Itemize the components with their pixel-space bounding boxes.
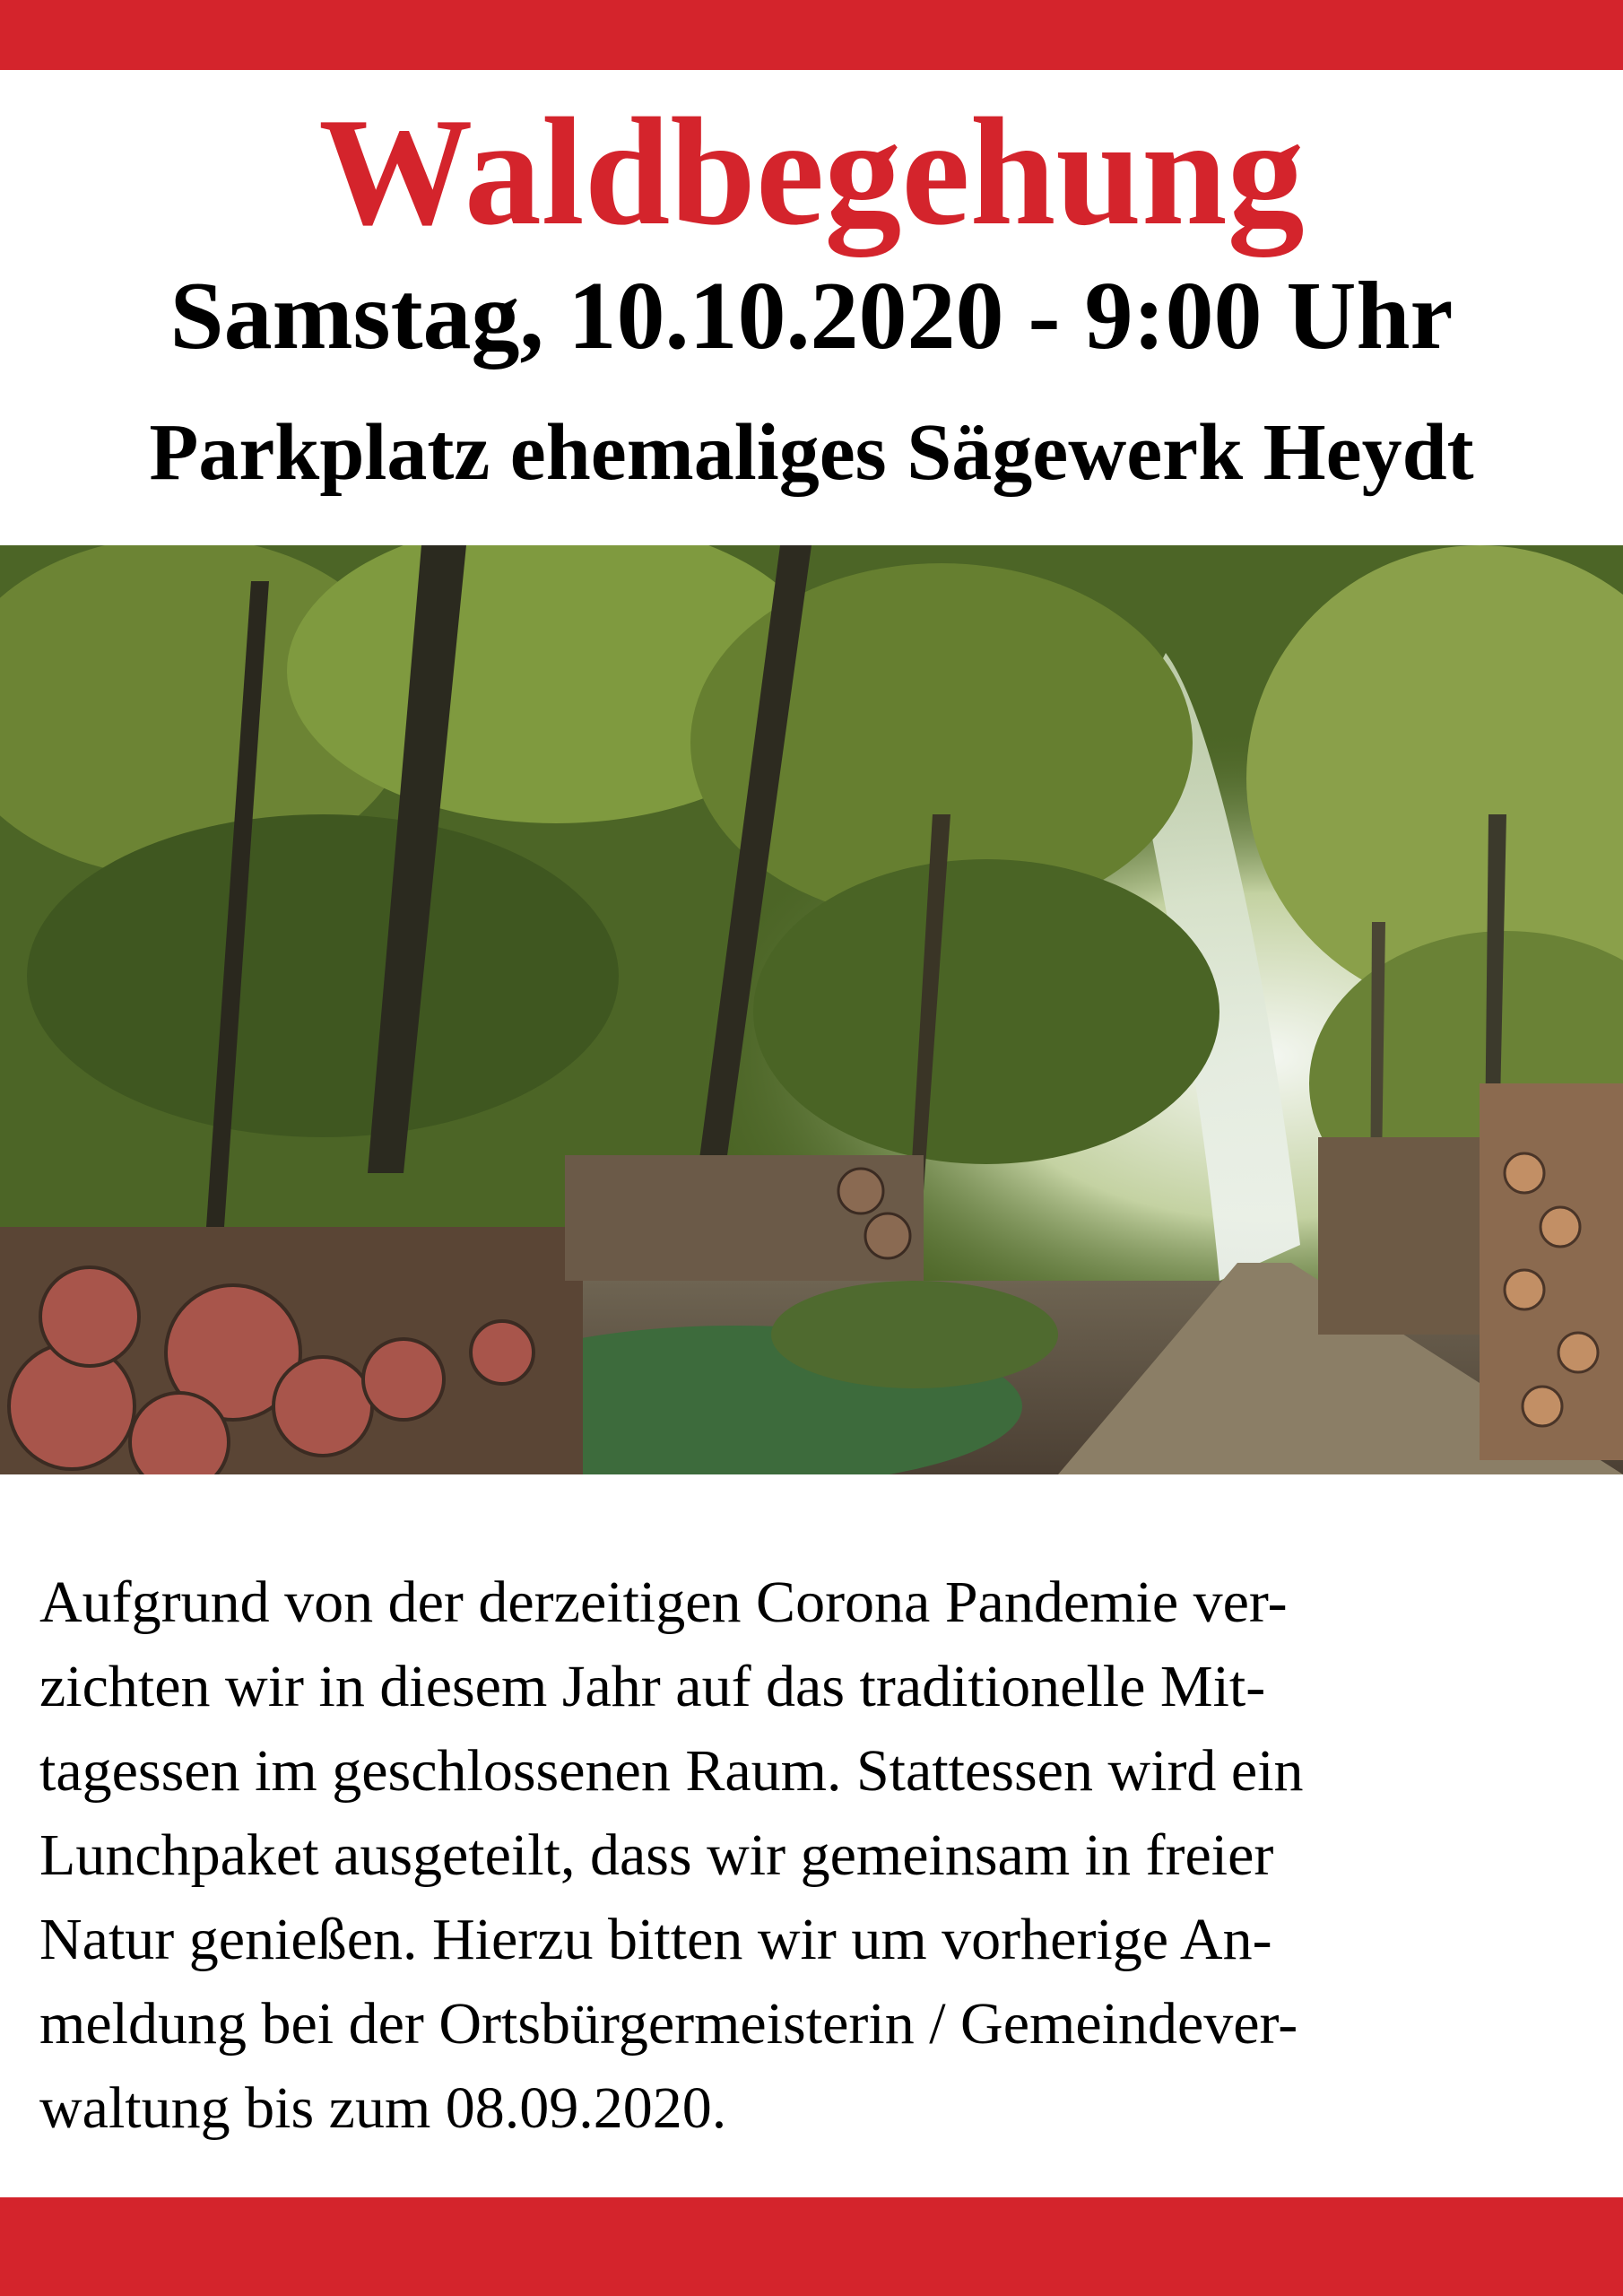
description-line: waltung bis zum 08.09.2020. [39,2075,727,2141]
top-red-bar [0,0,1623,70]
description-line: tagessen im geschlossenen Raum. Stattessen wird ein [39,1738,1304,1804]
poster-title: Waldbegehung [318,87,1305,257]
description-line: Natur genießen. Hierzu bitten wir um vorherige An- [39,1907,1272,1972]
bottom-red-bar [0,2197,1623,2296]
forest-path-photo [0,545,1623,1474]
description-line: Lunchpaket ausgeteilt, dass wir gemeinsam in freier [39,1822,1274,1888]
event-description [39,1561,1591,2151]
event-date-time: Samstag, 10.10.2020 - 9:00 Uhr [169,263,1454,370]
description-line: Aufgrund von der derzeitigen Corona Pandemie ver- [39,1570,1288,1635]
event-location: Parkplatz ehemaliges Sägewerk Heydt [149,408,1474,497]
description-line: meldung bei der Ortsbürgermeisterin / Gemeindever- [39,1991,1298,2057]
description-line: zichten wir in diesem Jahr auf das traditionelle Mit- [39,1654,1266,1719]
